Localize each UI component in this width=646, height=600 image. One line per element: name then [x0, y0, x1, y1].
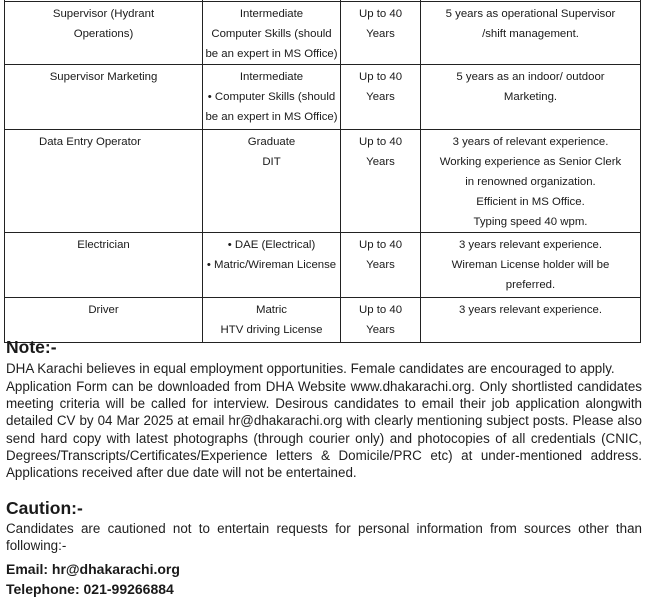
contact-telephone: Telephone: 021-99266884 — [6, 581, 174, 597]
qualification-cell: Intermediate • Computer Skills (should be an expert in MS Office) — [203, 65, 341, 130]
experience-cell: 3 years relevant experience. — [421, 298, 641, 343]
experience-cell: 3 years relevant experience. Wireman License holder will be preferred. — [421, 233, 641, 298]
post-cell: Supervisor (Hydrant Operations) — [5, 2, 203, 65]
table-row — [5, 298, 641, 343]
age-cell: Up to 40 Years — [341, 65, 421, 130]
age-cell: Up to 40 Years — [341, 2, 421, 65]
caution-heading: Caution:- — [6, 498, 83, 518]
caution-text: Candidates are cautioned not to entertain requests for personal information from sources other than following:- — [6, 521, 642, 554]
contact-email: Email: hr@dhakarachi.org — [6, 561, 180, 577]
table-row — [5, 130, 641, 233]
table-row — [5, 65, 641, 130]
application-instructions: Application Form can be downloaded from DHA Website www.dhakarachi.org. Only shortlisted candidates meeting criteria will be called for interview. Desirous candidates to email their job application alongwith detailed CV by 04 Mar 2025 at email hr@dhakarachi.org with clearly mentioning subject posts. Please also send hard copy with latest photographs (through courier only) and photocopies of all credentials (CNIC, Degrees/Transcripts/Certificates/Experience letters & Domicile/PRC etc) at under-mentioned address. Applications received after due date will not be entertained. — [6, 379, 642, 481]
age-cell: Up to 40 Years — [341, 298, 421, 343]
note-heading: Note:- — [6, 337, 57, 357]
age-cell: Up to 40 Years — [341, 130, 421, 233]
post-cell: Supervisor Marketing — [5, 65, 203, 130]
experience-cell: 5 years as an indoor/ outdoor Marketing. — [421, 65, 641, 130]
table-row — [5, 233, 641, 298]
equal-opportunity-text: DHA Karachi believes in equal employment opportunities. Female candidates are encouraged to apply. — [6, 361, 615, 376]
post-cell: Data Entry Operator — [5, 130, 203, 233]
qualification-cell: Matric HTV driving License — [203, 298, 341, 343]
qualification-cell: • DAE (Electrical) • Matric/Wireman License — [203, 233, 341, 298]
age-cell: Up to 40 Years — [341, 233, 421, 298]
posts-table — [4, 0, 641, 343]
qualification-cell: Intermediate Computer Skills (should be an expert in MS Office) — [203, 2, 341, 65]
experience-cell: 3 years of relevant experience. Working experience as Senior Clerk in renowned organization. Efficient in MS Office. Typing speed 40 wpm. — [421, 130, 641, 233]
post-cell: Driver — [5, 298, 203, 343]
experience-cell: 5 years as operational Supervisor /shift management. — [421, 2, 641, 65]
post-cell: Electrician — [5, 233, 203, 298]
table-row — [5, 2, 641, 65]
qualification-cell: Graduate DIT — [203, 130, 341, 233]
